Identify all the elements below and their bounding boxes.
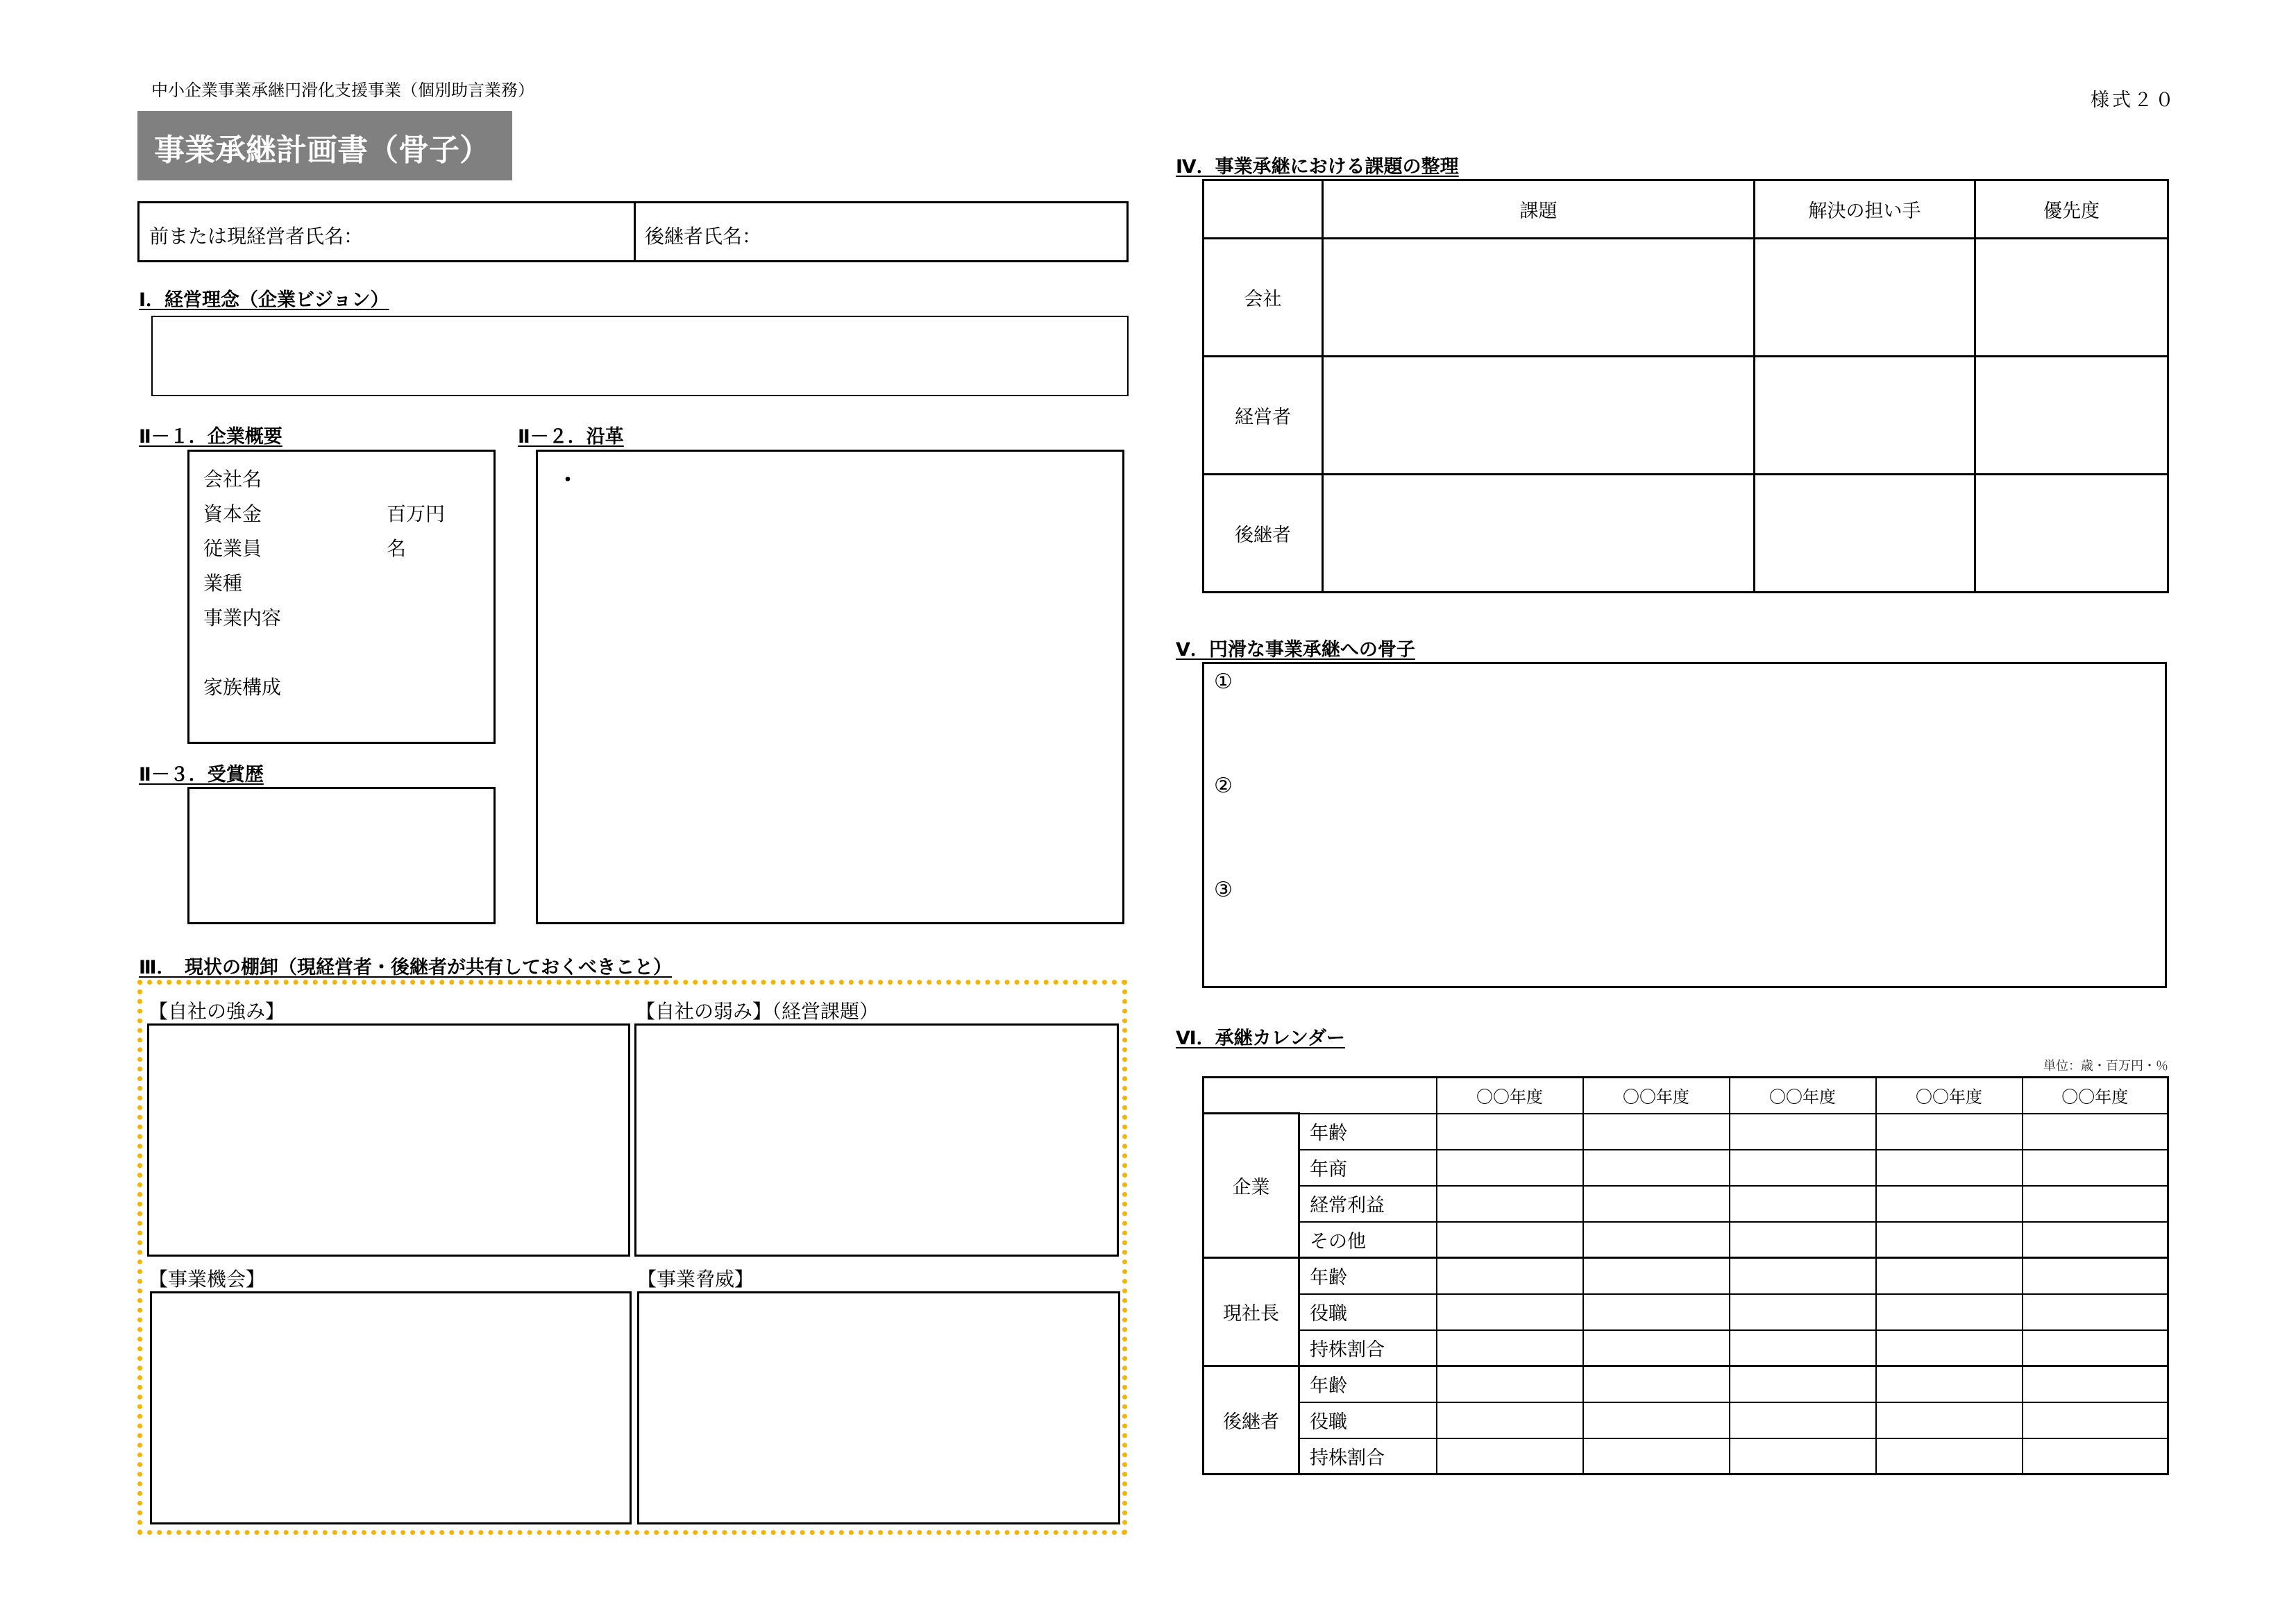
- industry-label: 業種: [203, 572, 243, 595]
- issue-cell[interactable]: [1323, 475, 1755, 593]
- calendar-cell[interactable]: [2023, 1258, 2168, 1294]
- calendar-cell[interactable]: [1583, 1150, 1730, 1186]
- calendar-cell[interactable]: [1437, 1186, 1583, 1222]
- calendar-cell[interactable]: [2023, 1438, 2168, 1475]
- calendar-cell[interactable]: [1730, 1150, 1876, 1186]
- calendar-cell[interactable]: [2023, 1330, 2168, 1366]
- calendar-cell[interactable]: [2023, 1186, 2168, 1222]
- calendar-row: [1204, 1114, 2168, 1150]
- issues-row-successor: [1204, 475, 2168, 593]
- item-label: 年商: [1299, 1150, 1437, 1186]
- calendar-cell[interactable]: [1437, 1258, 1583, 1294]
- threats-label: 【事業脅威】: [637, 1268, 754, 1291]
- item-label: 年齢: [1299, 1258, 1437, 1294]
- opportunities-label: 【事業機会】: [149, 1268, 266, 1291]
- calendar-cell[interactable]: [1876, 1114, 2023, 1150]
- calendar-cell[interactable]: [2023, 1150, 2168, 1186]
- calendar-row: [1204, 1438, 2168, 1475]
- item-label: 年齢: [1299, 1366, 1437, 1402]
- philosophy-field[interactable]: [151, 316, 1129, 396]
- issues-header-owner: 解決の担い手: [1755, 180, 1975, 239]
- calendar-cell[interactable]: [1583, 1402, 1730, 1438]
- calendar-cell[interactable]: [1437, 1402, 1583, 1438]
- opportunities-box[interactable]: [150, 1291, 632, 1524]
- section2-2-heading: Ⅱ－２．沿革: [518, 426, 624, 448]
- calendar-cell[interactable]: [1876, 1438, 2023, 1475]
- section2-3-heading: Ⅱ－３．受賞歴: [139, 764, 264, 785]
- calendar-row: [1204, 1222, 2168, 1258]
- issues-header-blank: [1204, 180, 1323, 239]
- threats-box[interactable]: [637, 1291, 1120, 1524]
- calendar-cell[interactable]: [1876, 1366, 2023, 1402]
- calendar-cell[interactable]: [2023, 1222, 2168, 1258]
- calendar-cell[interactable]: [1730, 1294, 1876, 1330]
- project-name: 中小企業事業承継円滑化支援事業（個別助言業務）: [151, 80, 534, 100]
- calendar-cell[interactable]: [1583, 1294, 1730, 1330]
- family-label: 家族構成: [203, 676, 282, 699]
- calendar-cell[interactable]: [2023, 1114, 2168, 1150]
- calendar-row: [1204, 1186, 2168, 1222]
- calendar-cell[interactable]: [1437, 1294, 1583, 1330]
- calendar-header-row: [1204, 1078, 2168, 1114]
- issues-table: [1202, 179, 2169, 593]
- calendar-cell[interactable]: [1437, 1366, 1583, 1402]
- calendar-cell[interactable]: [1583, 1258, 1730, 1294]
- calendar-cell[interactable]: [1730, 1186, 1876, 1222]
- calendar-cell[interactable]: [2023, 1294, 2168, 1330]
- calendar-cell[interactable]: [1437, 1114, 1583, 1150]
- capital-unit: 百万円: [387, 502, 446, 525]
- issues-row-label: 後継者: [1204, 475, 1323, 593]
- calendar-cell[interactable]: [2023, 1402, 2168, 1438]
- item-label: 持株割合: [1299, 1438, 1437, 1475]
- year-header: 〇〇年度: [1437, 1078, 1583, 1114]
- strengths-label: 【自社の強み】: [149, 1000, 285, 1023]
- issues-header-priority: 優先度: [1975, 180, 2168, 239]
- group-president-label: 現社長: [1204, 1258, 1299, 1366]
- item-label: 役職: [1299, 1402, 1437, 1438]
- section3-heading: Ⅲ． 現状の棚卸（現経営者・後継者が共有しておくべきこと）: [139, 957, 673, 978]
- calendar-cell[interactable]: [1437, 1150, 1583, 1186]
- calendar-cell[interactable]: [1583, 1114, 1730, 1150]
- weaknesses-box[interactable]: [634, 1023, 1119, 1257]
- calendar-row: [1204, 1366, 2168, 1402]
- item-label: 役職: [1299, 1294, 1437, 1330]
- calendar-cell[interactable]: [1876, 1150, 2023, 1186]
- calendar-cell[interactable]: [1876, 1222, 2023, 1258]
- item-label: 年齢: [1299, 1114, 1437, 1150]
- year-header: 〇〇年度: [1730, 1078, 1876, 1114]
- year-header: 〇〇年度: [2023, 1078, 2168, 1114]
- employees-unit: 名: [387, 537, 407, 560]
- calendar-row: [1204, 1402, 2168, 1438]
- business-content-label: 事業内容: [203, 606, 282, 629]
- title-banner: [137, 111, 512, 180]
- year-header: 〇〇年度: [1876, 1078, 2023, 1114]
- awards-box[interactable]: [187, 787, 496, 924]
- section4-heading: Ⅳ．事業承継における課題の整理: [1176, 156, 1459, 178]
- item-label: 持株割合: [1299, 1330, 1437, 1366]
- calendar-cell[interactable]: [1876, 1186, 2023, 1222]
- issues-row-manager: [1204, 357, 2168, 475]
- history-bullet: ・: [557, 468, 578, 493]
- calendar-cell[interactable]: [1730, 1330, 1876, 1366]
- calendar-cell[interactable]: [1583, 1330, 1730, 1366]
- keypoints-box[interactable]: [1202, 662, 2167, 988]
- weaknesses-label: 【自社の弱み】（経営課題）: [636, 1000, 879, 1023]
- calendar-cell[interactable]: [1876, 1294, 2023, 1330]
- company-name-label: 会社名: [203, 468, 262, 491]
- calendar-cell[interactable]: [1730, 1438, 1876, 1475]
- calendar-cell[interactable]: [1730, 1258, 1876, 1294]
- group-successor-label: 後継者: [1204, 1366, 1299, 1475]
- owner-cell[interactable]: [1755, 357, 1975, 475]
- issues-row-label: 経営者: [1204, 357, 1323, 475]
- section6-heading: Ⅵ．承継カレンダー: [1176, 1028, 1345, 1049]
- item-label: 経常利益: [1299, 1186, 1437, 1222]
- issue-cell[interactable]: [1323, 239, 1755, 357]
- item-label: その他: [1299, 1222, 1437, 1258]
- priority-cell[interactable]: [1975, 357, 2168, 475]
- calendar-row: [1204, 1294, 2168, 1330]
- priority-cell[interactable]: [1975, 475, 2168, 593]
- calendar-row: [1204, 1150, 2168, 1186]
- page-title: 事業承継計画書（骨子）: [154, 133, 490, 168]
- calendar-cell[interactable]: [1876, 1258, 2023, 1294]
- section1-heading: Ⅰ．経営理念（企業ビジョン）: [139, 289, 389, 311]
- section2-1-heading: Ⅱ－１．企業概要: [139, 426, 282, 448]
- calendar-cell[interactable]: [1876, 1402, 2023, 1438]
- capital-label: 資本金: [203, 502, 262, 525]
- calendar-cell[interactable]: [1437, 1330, 1583, 1366]
- calendar-cell[interactable]: [2023, 1366, 2168, 1402]
- succession-calendar: [1202, 1076, 2169, 1475]
- names-divider: [634, 203, 636, 260]
- issue-cell[interactable]: [1323, 357, 1755, 475]
- priority-cell[interactable]: [1975, 239, 2168, 357]
- names-box: [137, 201, 1129, 262]
- history-box[interactable]: [536, 450, 1124, 924]
- strengths-box[interactable]: [147, 1023, 630, 1257]
- unit-note: 単位：歳・百万円・％: [2043, 1059, 2168, 1073]
- form-number: 様式２０: [2091, 90, 2177, 111]
- calendar-cell[interactable]: [1730, 1402, 1876, 1438]
- calendar-header-blank: [1204, 1078, 1437, 1114]
- calendar-cell[interactable]: [1437, 1438, 1583, 1475]
- calendar-cell[interactable]: [1876, 1330, 2023, 1366]
- issues-row-label: 会社: [1204, 239, 1323, 357]
- issues-row-company: [1204, 239, 2168, 357]
- section5-heading: Ⅴ．円滑な事業承継への骨子: [1176, 639, 1415, 661]
- calendar-cell[interactable]: [1583, 1366, 1730, 1402]
- calendar-cell[interactable]: [1437, 1222, 1583, 1258]
- successor-name-label: 後継者氏名：: [645, 225, 762, 248]
- issues-header-row: [1204, 180, 2168, 239]
- keypoint-3: ③: [1214, 878, 1233, 902]
- calendar-row: [1204, 1330, 2168, 1366]
- year-header: 〇〇年度: [1583, 1078, 1730, 1114]
- calendar-cell[interactable]: [1583, 1186, 1730, 1222]
- calendar-cell[interactable]: [1730, 1222, 1876, 1258]
- calendar-cell[interactable]: [1583, 1222, 1730, 1258]
- calendar-cell[interactable]: [1730, 1366, 1876, 1402]
- owner-cell[interactable]: [1755, 475, 1975, 593]
- employees-label: 従業員: [203, 537, 262, 560]
- keypoint-2: ②: [1214, 774, 1233, 798]
- predecessor-name-label: 前または現経営者氏名：: [149, 225, 364, 248]
- group-company-label: 企業: [1204, 1114, 1299, 1258]
- issues-header-issue: 課題: [1323, 180, 1755, 239]
- calendar-row: [1204, 1258, 2168, 1294]
- owner-cell[interactable]: [1755, 239, 1975, 357]
- calendar-cell[interactable]: [1583, 1438, 1730, 1475]
- company-overview-box: [187, 450, 496, 744]
- keypoint-1: ①: [1214, 670, 1233, 694]
- calendar-cell[interactable]: [1730, 1114, 1876, 1150]
